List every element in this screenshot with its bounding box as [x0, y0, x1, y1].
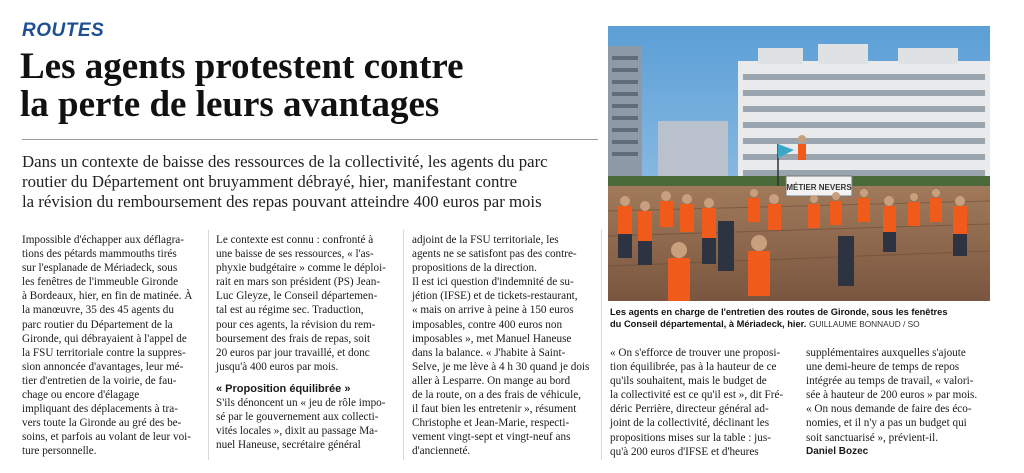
title-divider — [22, 139, 598, 140]
text-line: S'ils dénoncent un « jeu de rôle impo- — [216, 397, 386, 410]
text-line: sée à hauteur de 200 euros » par mois. — [806, 389, 978, 402]
title-line: la perte de leurs avantages — [20, 84, 440, 125]
text-line: sion annoncée d'avantages, leur mé- — [22, 360, 184, 373]
text-line: vers toute la Gironde au gré des be- — [22, 417, 182, 430]
body-column-3 — [412, 233, 594, 459]
article-title — [20, 48, 600, 124]
text-line: rait en mars son président (PS) Jean- — [216, 276, 381, 289]
text-line: intégrée au temps de travail, « valori- — [806, 375, 974, 388]
text-line: tions des pétards mammouths tirés — [22, 248, 177, 261]
body-column-1 — [22, 233, 202, 459]
text-line: jétion (IFSE) et de tickets-restaurant, — [412, 290, 578, 303]
text-line: imposables, contre 400 euros non — [412, 318, 563, 331]
text-line: il faut bien les entretenir », résument — [412, 403, 577, 416]
text-line: la collectivité est ce qu'il est », dit Fré- — [610, 389, 784, 402]
text-line: dans la balance. « J'habite à Saint- — [412, 346, 566, 359]
text-line: une baisse de ses ressources, « l'as- — [216, 248, 374, 261]
column-divider — [601, 230, 602, 460]
text-line: agents ne se satisfont pas des contre- — [412, 248, 577, 261]
body-column-4 — [610, 346, 792, 459]
text-line: parc routier du Département de la — [22, 318, 173, 331]
text-line: d'ancienneté. — [412, 445, 471, 458]
column-divider — [208, 230, 209, 460]
text-line: aller à Lesparre. On mange au bord — [412, 374, 571, 387]
section-rubric: ROUTES — [22, 20, 105, 41]
text-line: joint de la collectivité, déclinant les — [610, 417, 770, 430]
text-line: sur l'esplanade de Mériadeck, sous — [22, 262, 178, 275]
body-column-2 — [216, 233, 394, 452]
text-line: Le contexte est connu : confronté à — [216, 234, 374, 246]
text-line: 20 euros par jour travaillé, et donc — [216, 346, 370, 359]
text-line: tion équilibrée, pas à la hauteur de ce — [610, 361, 777, 374]
text-line: tal est au régime sec. Traduction, — [216, 304, 364, 317]
photo-credit: GUILLAUME BONNAUD / SO — [808, 319, 920, 329]
text-line: tier d'entretien de la voirie, de fau- — [22, 374, 177, 387]
caption-line — [610, 318, 992, 330]
text-line: chage ou encore d'élagage — [22, 389, 140, 402]
text-line: boursement des frais de repas, soit — [216, 332, 371, 345]
text-line: à Bordeaux, hier, en fin de matinée. À — [22, 290, 193, 303]
text-line: imposables », met Manuel Haneuse — [412, 332, 572, 345]
caption-line — [610, 306, 992, 318]
text-line: la FSU territoriale contre la suppres- — [22, 346, 186, 359]
text-line: nomies, et il n'y a pas un budget qui — [806, 417, 967, 430]
text-line: propositions de la direction. — [412, 262, 537, 275]
text-line: supplémentaires auxquelles s'ajoute — [806, 347, 966, 359]
subheading: « Proposition équilibrée » — [216, 382, 351, 395]
article-photo — [608, 26, 990, 301]
text-line: Gironde, qui débrayaient à l'appel de — [22, 332, 187, 345]
text-line: propositions mises sur la table : jus- — [610, 431, 771, 444]
text-line: vités locales », dixit au passage Ma- — [216, 425, 378, 438]
text-line: Christophe et Jean-Marie, respecti- — [412, 417, 570, 430]
lead-line: Dans un contexte de baisse des ressources de la collectivité, les agents du parc — [22, 152, 548, 171]
text-line: les fenêtres de l'immeuble Gironde — [22, 276, 179, 289]
text-line: soit sanctuarisé », prévient-il. — [806, 431, 939, 444]
text-line: la manœuvre, 35 des 45 agents du — [22, 304, 174, 317]
author-signature: Daniel Bozec — [806, 445, 869, 457]
text-line: qu'à 200 euros d'IFSE et d'heures — [610, 445, 759, 458]
text-line: ture personnelle. — [22, 445, 97, 458]
text-line: vement vingt-sept et vingt-neuf ans — [412, 431, 571, 444]
text-line: adjoint de la FSU territoriale, les — [412, 234, 559, 246]
lead-line: la révision du remboursement des repas pouvant atteindre 400 euros par mois — [22, 192, 542, 211]
text-line: Impossible d'échapper aux déflagra- — [22, 234, 184, 246]
text-line: Luc Gleyze, le Conseil départemen- — [216, 290, 378, 303]
article-lead — [22, 152, 602, 212]
text-line: nuel Haneuse, secrétaire général — [216, 439, 361, 452]
text-line: Il est ici question d'indemnité de su- — [412, 276, 574, 289]
protest-photo-illustration — [608, 26, 990, 301]
text-line: du Conseil départemental, à Mériadeck, hier. — [610, 319, 807, 329]
text-line: de la route, on a des frais de véhicule, — [412, 389, 581, 402]
text-line: « mais on arrive à peine à 150 euros — [412, 304, 574, 317]
text-line: « On nous demande de faire des éco- — [806, 403, 972, 416]
text-line: jusqu'à 400 euros par mois. — [216, 360, 339, 373]
text-line: impliquant des déplacements à tra- — [22, 403, 178, 416]
body-column-5 — [806, 346, 994, 459]
text-line: qu'ils souhaitent, mais le budget de — [610, 375, 767, 388]
text-line: Les agents en charge de l'entretien des routes de Gironde, sous les fenêtres — [610, 307, 948, 317]
text-line: pour ces agents, la révision du rem- — [216, 318, 376, 331]
text-line: sé par le gouvernement aux collecti- — [216, 411, 379, 424]
protest-banner: MÉTIER NEVERS — [786, 183, 852, 192]
lead-line: routier du Département ont bruyamment débrayé, hier, manifestant contre — [22, 172, 518, 191]
column-divider — [403, 230, 404, 460]
text-line: Selve, je me lève à 4 h 30 quand je dois — [412, 360, 590, 373]
text-line: soins, et parfois au volant de leur voi- — [22, 431, 192, 444]
photo-caption — [610, 306, 992, 330]
text-line: déric Perrière, directeur général ad- — [610, 403, 769, 416]
text-line: une demi-heure de temps de repos — [806, 361, 960, 374]
text-line: « On s'efforce de trouver une proposi- — [610, 347, 781, 359]
title-line: Les agents protestent contre — [20, 46, 464, 87]
text-line: phyxie budgétaire » comme le déploi- — [216, 262, 386, 275]
